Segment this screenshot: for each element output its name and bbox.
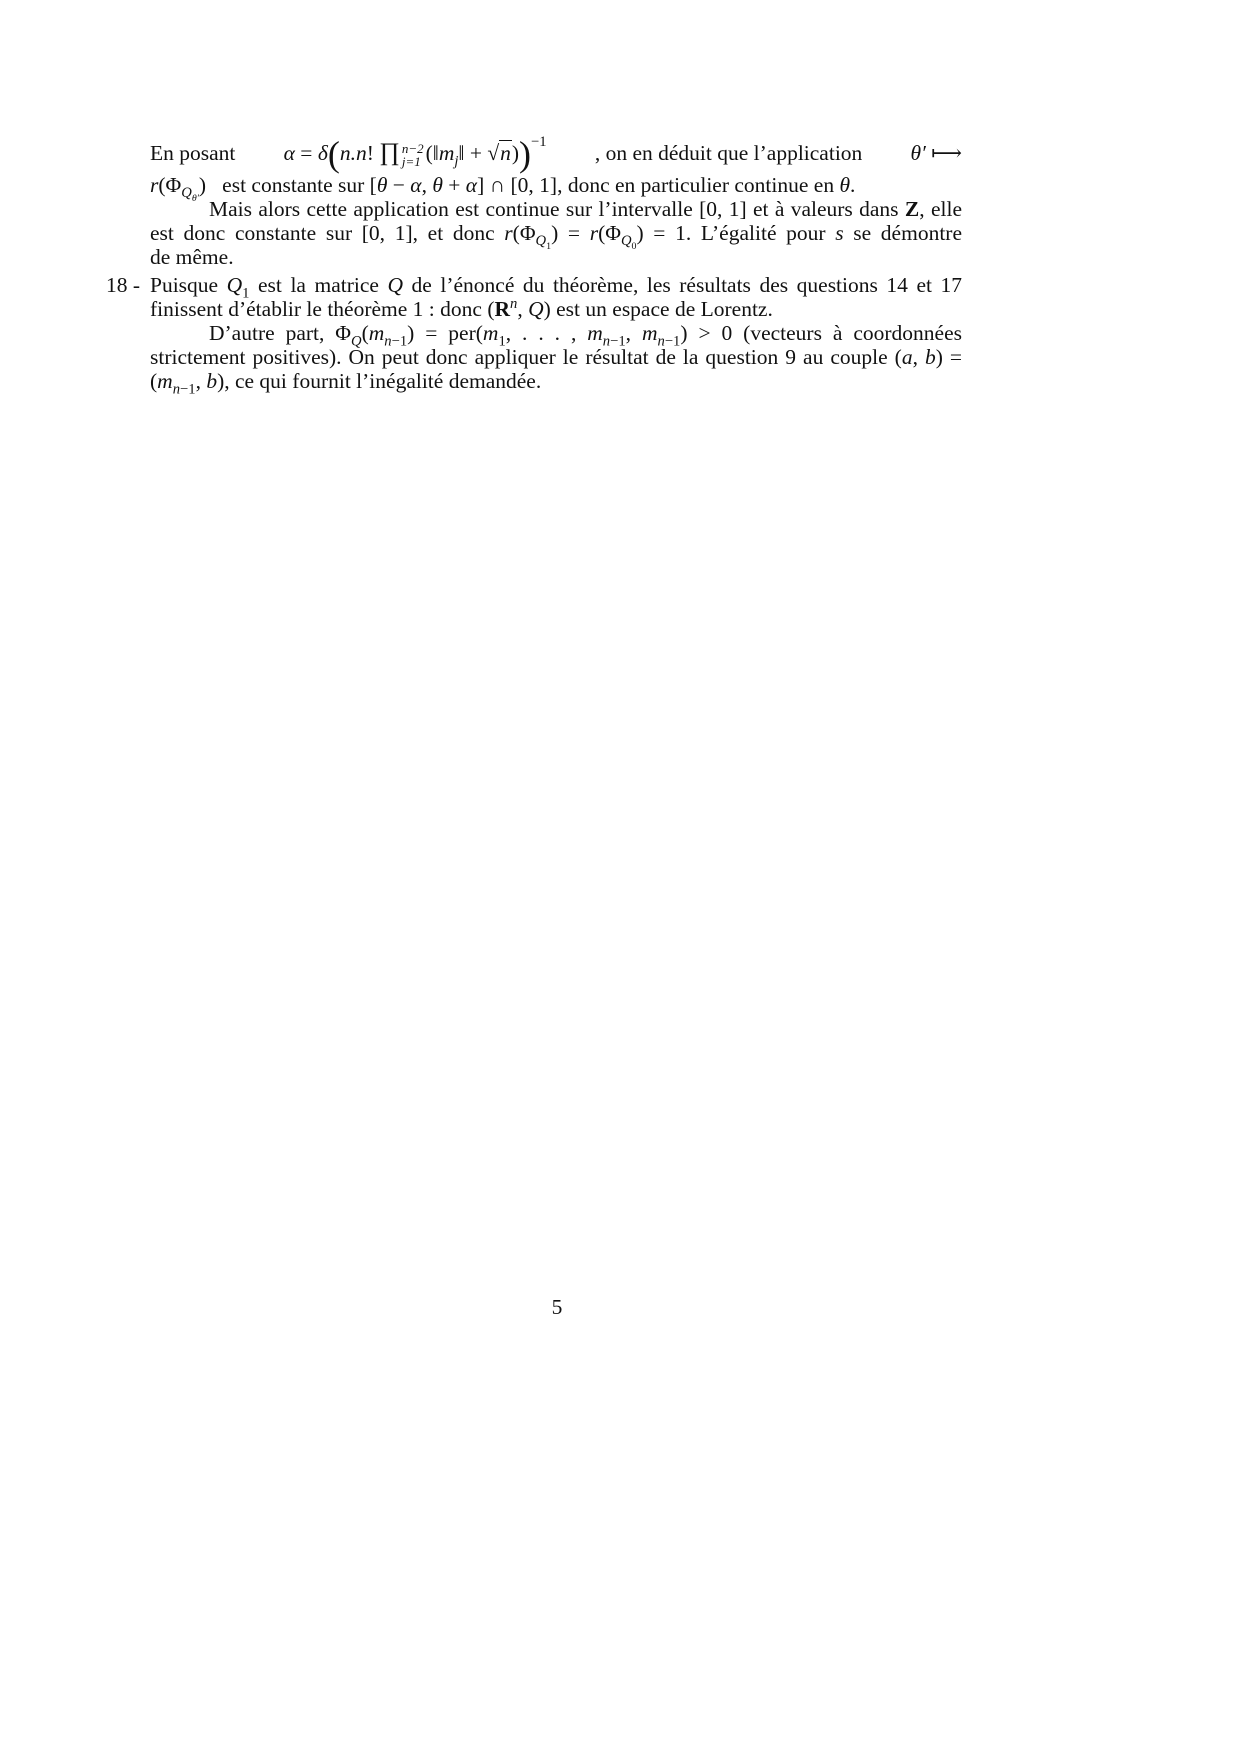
exponent: −1 xyxy=(531,134,547,150)
item-18-line-3: D’autre part, $\Phi_Q(m_{n-1}) = per(m_1$, . . . , $m_{n-1}$, $m_{n-1}) > 0$ (vecteurs à coordonnées xyxy=(209,321,963,350)
page-number: 5 xyxy=(551,1295,563,1319)
lead-text: En posant xyxy=(150,141,236,165)
theta-map: θ′ ⟼ xyxy=(910,141,962,165)
item-18-line-1: Puisque $Q_1$ est la matrice Q de l’énoncé du théorème, les résultats des questions 14 et 17 xyxy=(150,273,962,302)
paragraph-1-line-5: de même. xyxy=(150,245,234,269)
paragraph-1-line-4: est donc constante sur [0, 1], et donc $r(\Phi_{Q_1}) = r(\Phi_{Q_0}) = 1$. L’égalité pour s se démontre xyxy=(150,221,962,253)
paragraph-1-line-2: $r(\Phi_{Q_{\theta'}})$ est constante sur [θ − α, θ + α] ∩ [0, 1], donc en particulier continue en θ. xyxy=(150,173,856,205)
prod-lower: j=1 xyxy=(401,154,421,170)
item-18-line-4: strictement positives). On peut donc appliquer le résultat de la question 9 au couple (a, b) = xyxy=(150,345,962,369)
deduction-text: , on en déduit que l’application xyxy=(594,141,863,165)
item-18-line-2: finissent d’établir le théorème 1 : donc ($R^n$, Q) est un espace de Lorentz. xyxy=(150,295,773,321)
item-18-line-5: ($m_{n-1}$, b), ce qui fournit l’inégalité demandée. xyxy=(150,369,542,398)
paragraph-1-line-1 xyxy=(150,134,962,174)
alpha-formula: α = δ(n.n! ∏ n−2 j=1 $(‖m_j‖ + √n))^{-1}$ xyxy=(283,134,547,174)
paragraph-1-line-3: Mais alors cette application est continue sur l’intervalle [0, 1] et à valeurs dans Z, elle xyxy=(209,197,962,221)
prod-upper: n−2 xyxy=(401,141,424,157)
item-number: 18 - xyxy=(106,273,141,297)
